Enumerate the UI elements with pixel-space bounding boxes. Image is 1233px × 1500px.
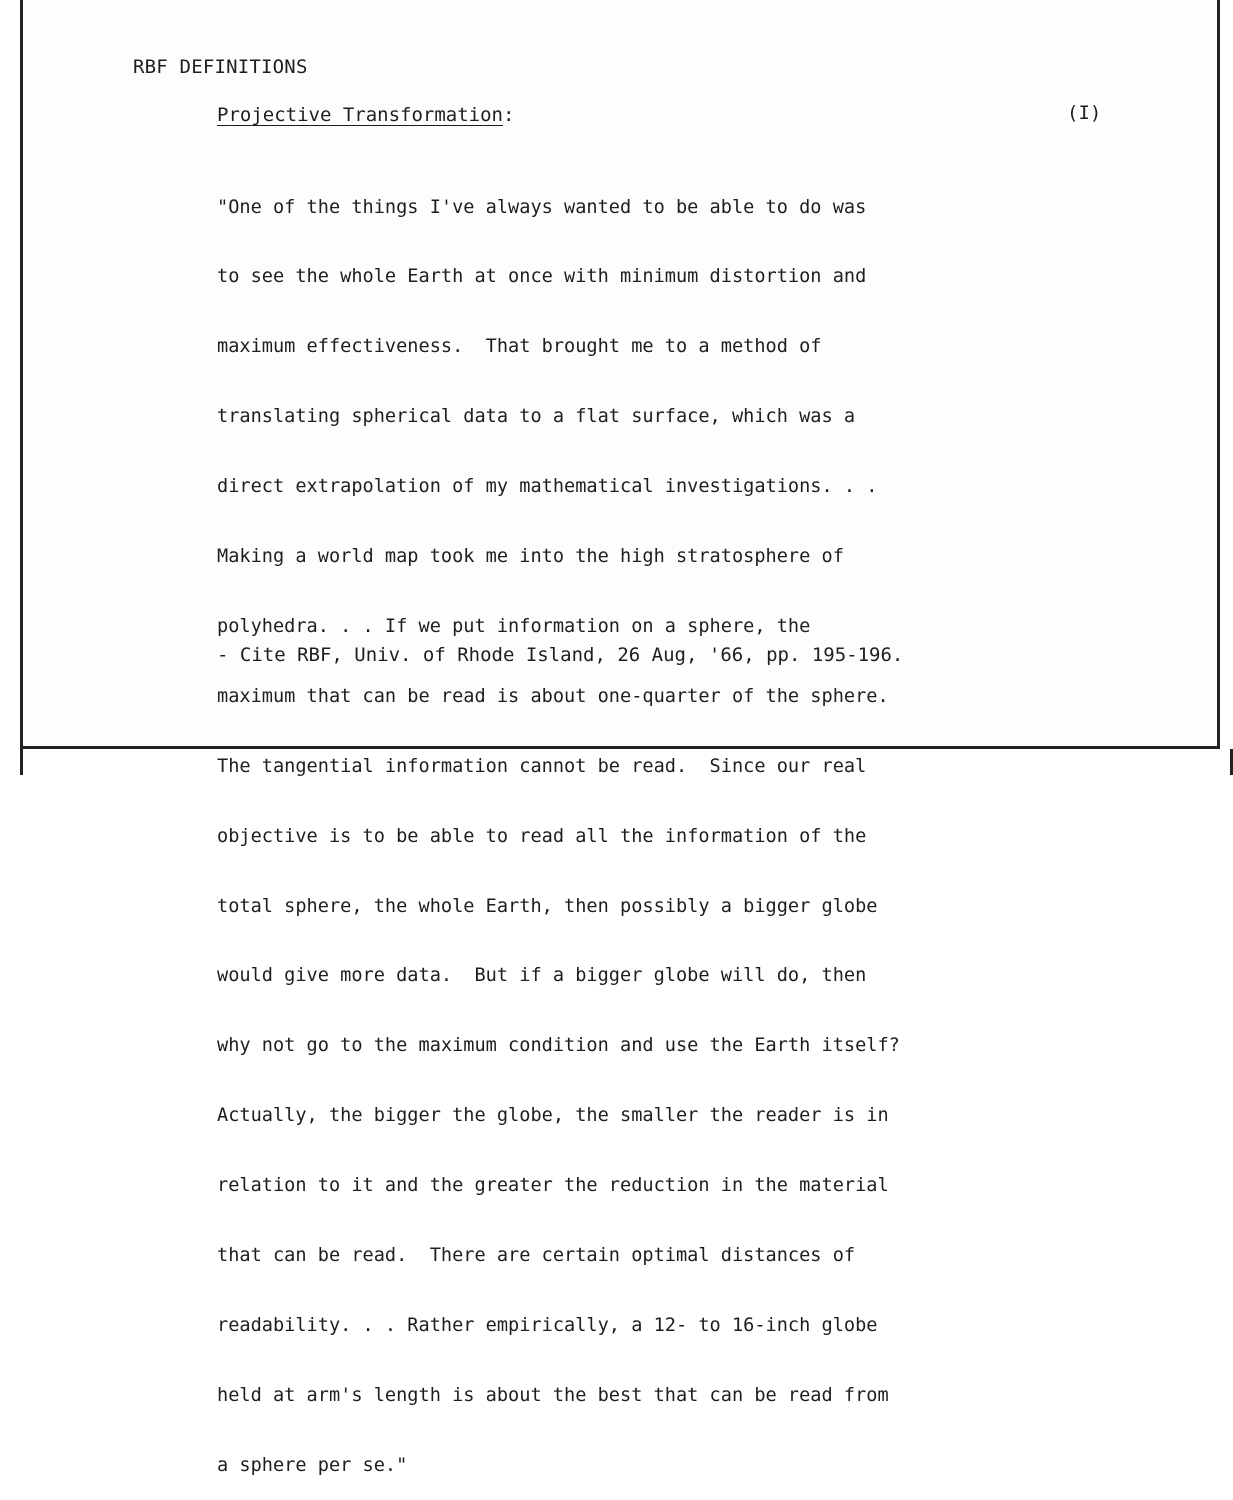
quote-line: a sphere per se." bbox=[217, 1454, 408, 1476]
quote-line: direct extrapolation of my mathematical investigations. . . bbox=[217, 476, 878, 498]
quote-line: The tangential information cannot be read. Since our real bbox=[217, 755, 867, 777]
entry-title-line bbox=[217, 104, 514, 126]
entry-title: Projective Transformation bbox=[217, 104, 503, 126]
quote-line: total sphere, the whole Earth, then possibly a bigger globe bbox=[217, 895, 878, 917]
quote-line: translating spherical data to a flat surface, which was a bbox=[217, 406, 856, 428]
quote-line: "One of the things I've always wanted to be able to do was bbox=[217, 196, 867, 218]
quote-line: maximum effectiveness. That brought me to a method of bbox=[217, 336, 822, 358]
quote-line: why not go to the maximum condition and use the Earth itself? bbox=[217, 1035, 900, 1057]
citation: - Cite RBF, Univ. of Rhode Island, 26 Aug, '66, pp. 195-196. bbox=[217, 644, 904, 666]
quote-line: would give more data. But if a bigger globe will do, then bbox=[217, 965, 867, 987]
quote-line: to see the whole Earth at once with minimum distortion and bbox=[217, 266, 867, 288]
quote-body bbox=[217, 149, 1117, 1500]
quote-line: held at arm's length is about the best that can be read from bbox=[217, 1384, 889, 1406]
quote-line: Making a world map took me into the high stratosphere of bbox=[217, 546, 844, 568]
quote-line: that can be read. There are certain optimal distances of bbox=[217, 1244, 856, 1266]
quote-line: Actually, the bigger the globe, the smaller the reader is in bbox=[217, 1105, 889, 1127]
quote-line: polyhedra. . . If we put information on a sphere, the bbox=[217, 615, 811, 637]
quote-line: readability. . . Rather empirically, a 12- to 16-inch globe bbox=[217, 1314, 878, 1336]
quote-line: maximum that can be read is about one-quarter of the sphere. bbox=[217, 685, 889, 707]
page-header: RBF DEFINITIONS bbox=[133, 56, 308, 78]
entry-title-colon: : bbox=[502, 104, 515, 126]
entry-number: (I) bbox=[1067, 102, 1102, 124]
quote-line: relation to it and the greater the reduction in the material bbox=[217, 1175, 889, 1197]
quote-line: objective is to be able to read all the information of the bbox=[217, 825, 867, 847]
